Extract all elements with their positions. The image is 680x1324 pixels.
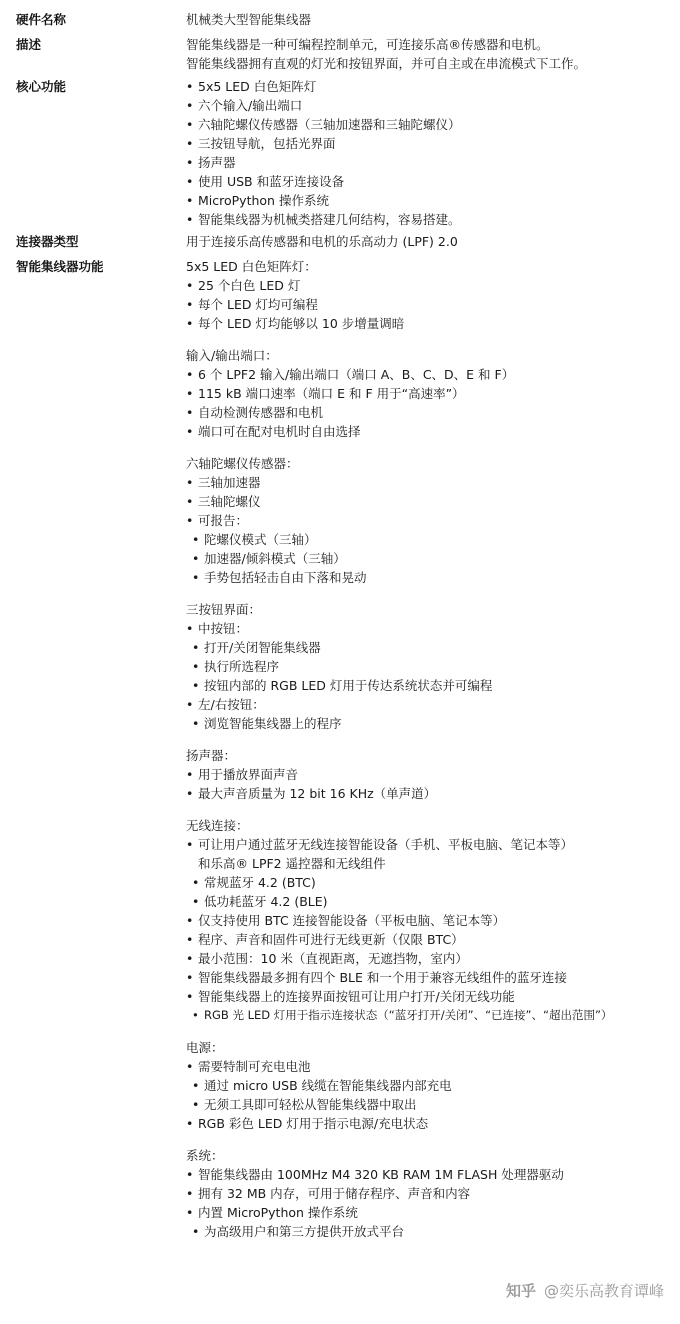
list-item: • 需要特制可充电电池 (186, 1057, 672, 1076)
list-core-features (186, 77, 672, 229)
list-item: • 常规蓝牙 4.2 (BTC) (192, 873, 672, 892)
label-hub-functions: 智能集线器功能 (16, 259, 104, 274)
list-item: • 加速器/倾斜模式（三轴） (192, 549, 672, 568)
list-item: • 按钮内部的 RGB LED 灯用于传达系统状态并可编程 (192, 676, 672, 695)
list-item: • 仅支持使用 BTC 连接智能设备（平板电脑、笔记本等） (186, 911, 672, 930)
zhihu-logo-icon: 知乎 (505, 1282, 536, 1300)
list-item: • 内置 MicroPython 操作系统 (186, 1203, 672, 1222)
list-item: • 25 个白色 LED 灯 (186, 276, 672, 295)
list-item: • 可让用户通过蓝牙无线连接智能设备（手机、平板电脑、笔记本等） (186, 835, 672, 854)
list-item: • 为高级用户和第三方提供开放式平台 (192, 1222, 672, 1241)
list-item: • 6 个 LPF2 输入/输出端口（端口 A、B、C、D、E 和 F） (186, 365, 672, 384)
section-title-speaker: 扬声器： (186, 748, 237, 763)
list-item: • 左/右按钮： (186, 695, 672, 714)
label-core-features: 核心功能 (16, 79, 67, 94)
list-item: • 最大声音质量为 12 bit 16 KHz（单声道） (186, 784, 672, 803)
label-description: 描述 (16, 37, 42, 52)
list-item: • RGB 彩色 LED 灯用于指示电源/充电状态 (186, 1114, 672, 1133)
list-item: • 手势包括轻击自由下落和晃动 (192, 568, 672, 587)
list-item: • 可报告： (186, 511, 672, 530)
list-item: • 低功耗蓝牙 4.2 (BLE) (192, 892, 672, 911)
list-item: • 每个 LED 灯均可编程 (186, 295, 672, 314)
list-item: • 打开/关闭智能集线器 (192, 638, 672, 657)
list-item: • 通过 micro USB 线缆在智能集线器内部充电 (192, 1076, 672, 1095)
section-title-matrix: 5x5 LED 白色矩阵灯： (186, 259, 317, 274)
section-title-gyro: 六轴陀螺仪传感器： (186, 456, 299, 471)
hub-functions (186, 257, 672, 1241)
list-item: • 程序、声音和固件可进行无线更新（仅限 BTC） (186, 930, 672, 949)
watermark-text: @奕乐高教育谭峰 (543, 1282, 664, 1300)
list-item: • 用于播放界面声音 (186, 765, 672, 784)
list-item: • 5x5 LED 白色矩阵灯 (186, 77, 672, 96)
section-title-power: 电源： (186, 1040, 224, 1055)
label-connector-type: 连接器类型 (16, 234, 79, 249)
list-item: • 每个 LED 灯均能够以 10 步增量调暗 (186, 314, 672, 333)
section-title-wireless: 无线连接： (186, 818, 249, 833)
list-item: • 自动检测传感器和电机 (186, 403, 672, 422)
value-hardware-name: 机械类大型智能集线器 (186, 12, 312, 27)
list-item: • 智能集线器由 100MHz M4 320 KB RAM 1M FLASH 处理器驱动 (186, 1165, 672, 1184)
list-item: • 六个输入/输出端口 (186, 96, 672, 115)
section-title-buttons: 三按钮界面： (186, 602, 262, 617)
list-item: • 三轴加速器 (186, 473, 672, 492)
list-item: • 三按钮导航，包括光界面 (186, 134, 672, 153)
list-item: • 浏览智能集线器上的程序 (192, 714, 672, 733)
list-item: • 执行所选程序 (192, 657, 672, 676)
list-item: • 无须工具即可轻松从智能集线器中取出 (192, 1095, 672, 1114)
list-item: • 最小范围：10 米（直视距离，无遮挡物，室内） (186, 949, 672, 968)
list-item: • 六轴陀螺仪传感器（三轴加速器和三轴陀螺仪） (186, 115, 672, 134)
label-hardware-name: 硬件名称 (16, 12, 67, 27)
list-item: • 中按钮： (186, 619, 672, 638)
list-item: • 拥有 32 MB 内存，可用于储存程序、声音和内容 (186, 1184, 672, 1203)
list-item: • 智能集线器上的连接界面按钮可让用户打开/关闭无线功能 (186, 987, 672, 1006)
value-connector-type: 用于连接乐高传感器和电机的乐高动力 (LPF) 2.0 (186, 234, 458, 249)
list-item: • 陀螺仪模式（三轴） (192, 530, 672, 549)
list-item: • 使用 USB 和蓝牙连接设备 (186, 172, 672, 191)
list-item-continuation: 和乐高® LPF2 遥控器和无线组件 (198, 856, 386, 871)
list-item: • 端口可在配对电机时自由选择 (186, 422, 672, 441)
value-description: 智能集线器是一种可编程控制单元，可连接乐高®传感器和电机。 智能集线器拥有直观的灯光和按钮界面，并可自主或在串流模式下工作。 (186, 37, 587, 71)
section-title-ports: 输入/输出端口： (186, 348, 278, 363)
list-item: • RGB 光 LED 灯用于指示连接状态（“蓝牙打开/关闭”、“已连接”、“超出范围”） (192, 1006, 672, 1025)
section-title-system: 系统： (186, 1148, 224, 1163)
list-item: • 115 kB 端口速率（端口 E 和 F 用于“高速率”） (186, 384, 672, 403)
list-item: • 智能集线器为机械类搭建几何结构，容易搭建。 (186, 210, 672, 229)
list-item: • MicroPython 操作系统 (186, 191, 672, 210)
watermark (506, 1282, 664, 1301)
list-item: • 智能集线器最多拥有四个 BLE 和一个用于兼容无线组件的蓝牙连接 (186, 968, 672, 987)
list-item: • 扬声器 (186, 153, 672, 172)
list-item: • 三轴陀螺仪 (186, 492, 672, 511)
